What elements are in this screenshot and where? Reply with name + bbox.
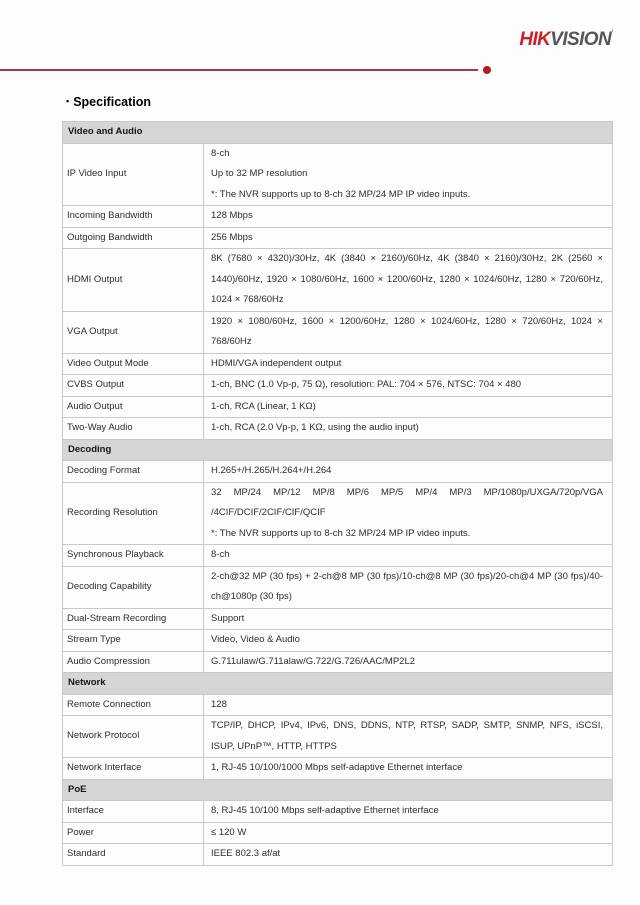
spec-label: CVBS Output: [63, 375, 204, 397]
spec-row: [63, 206, 613, 228]
hikvision-logo: [519, 28, 613, 51]
spec-row: [63, 801, 613, 823]
spec-value-line: 2-ch@32 MP (30 fps) + 2-ch@8 MP (30 fps)/10-ch@8 MP (30 fps)/20-ch@4 MP (30 fps)/40-ch@1080p (30 fps): [211, 570, 603, 602]
spec-value: [204, 630, 613, 652]
spec-row: [63, 143, 613, 206]
spec-row: [63, 822, 613, 844]
spec-value-line: *: The NVR supports up to 8-ch 32 MP/24 MP IP video inputs.: [211, 188, 471, 200]
spec-row: [63, 311, 613, 353]
spec-row: [63, 651, 613, 673]
spec-value-line: TCP/IP, DHCP, IPv4, IPv6, DNS, DDNS, NTP, RTSP, SADP, SMTP, SNMP, NFS, iSCSI, ISUP, UPnP™, HTTP, HTTPS: [211, 720, 603, 752]
spec-value-line: G.711ulaw/G.711alaw/G.722/G.726/AAC/MP2L2: [211, 655, 416, 667]
spec-label: Interface: [63, 801, 204, 823]
spec-value-line: 8-ch: [211, 147, 230, 159]
spec-value: [204, 461, 613, 483]
spec-value: [204, 545, 613, 567]
spec-value-line: 8K (7680 × 4320)/30Hz, 4K (3840 × 2160)/60Hz, 4K (3840 × 2160)/30Hz, 2K (2560 × 1440)/60Hz, 1920 × 1080/60Hz, 1600 × 1200/60Hz, 1280 × 1024/60Hz, 1280 × 720/60Hz, 1024 × 768/60Hz: [211, 253, 603, 305]
spec-value-line: 1-ch, RCA (2.0 Vp-p, 1 KΩ, using the audio input): [211, 422, 419, 433]
spec-label: HDMI Output: [63, 249, 204, 312]
spec-value-line: Up to 32 MP resolution: [211, 168, 308, 179]
spec-label: IP Video Input: [63, 143, 204, 206]
spec-label: Audio Compression: [63, 651, 204, 673]
spec-label: Synchronous Playback: [63, 545, 204, 567]
spec-label: Dual-Stream Recording: [63, 608, 204, 630]
spec-value: [204, 375, 613, 397]
spec-row: [63, 566, 613, 608]
spec-value: [204, 608, 613, 630]
spec-value: [204, 482, 613, 545]
spec-value: [204, 396, 613, 418]
spec-value: [204, 311, 613, 353]
page-title: [66, 95, 151, 109]
spec-value-line: 1-ch, BNC (1.0 Vp-p, 75 Ω), resolution: PAL: 704 × 576, NTSC: 704 × 480: [211, 379, 522, 390]
logo-hik-text: HIK: [519, 29, 551, 50]
section-header-label: Network: [63, 673, 613, 695]
spec-row: [63, 844, 613, 866]
spec-row: [63, 545, 613, 567]
spec-value: [204, 716, 613, 758]
spec-value-line: 256 Mbps: [211, 231, 253, 243]
section-header-row: [63, 673, 613, 695]
spec-value: [204, 844, 613, 866]
spec-value: [204, 353, 613, 375]
spec-row: [63, 227, 613, 249]
spec-value-line: Support: [211, 612, 245, 624]
spec-row: [63, 608, 613, 630]
logo-trademark-icon: ’: [611, 28, 613, 38]
spec-label: Decoding Capability: [63, 566, 204, 608]
title-bullet-icon: ▪: [66, 96, 70, 106]
spec-row: [63, 249, 613, 312]
spec-value: [204, 143, 613, 206]
section-header-label: Decoding: [63, 439, 613, 461]
spec-row: [63, 482, 613, 545]
spec-value: [204, 249, 613, 312]
spec-value: [204, 801, 613, 823]
page-title-text: Specification: [73, 95, 151, 109]
spec-value: [204, 694, 613, 716]
spec-label: Stream Type: [63, 630, 204, 652]
spec-value: [204, 758, 613, 780]
spec-label: Video Output Mode: [63, 353, 204, 375]
spec-label: Outgoing Bandwidth: [63, 227, 204, 249]
spec-value-line: H.265+/H.265/H.264+/H.264: [211, 465, 332, 476]
section-header-row: [63, 779, 613, 801]
spec-value-line: 32 MP/24 MP/12 MP/8 MP/6 MP/5 MP/4 MP/3 MP/1080p/UXGA/720p/VGA /4CIF/DCIF/2CIF/CIF/QCIF: [211, 486, 603, 518]
spec-label: Recording Resolution: [63, 482, 204, 545]
spec-value: [204, 822, 613, 844]
header-rule: [0, 69, 478, 71]
spec-row: [63, 758, 613, 780]
spec-label: Incoming Bandwidth: [63, 206, 204, 228]
spec-row: [63, 396, 613, 418]
spec-row: [63, 461, 613, 483]
spec-table-body: [63, 122, 613, 866]
spec-value: [204, 566, 613, 608]
spec-value-line: 128: [211, 698, 227, 710]
spec-value-line: 1-ch, RCA (Linear, 1 KΩ): [211, 400, 316, 412]
spec-row: [63, 694, 613, 716]
spec-value-line: 128 Mbps: [211, 210, 253, 221]
spec-label: Network Protocol: [63, 716, 204, 758]
spec-value-line: 8-ch: [211, 549, 230, 560]
spec-value: [204, 227, 613, 249]
logo-vision-text: VISION: [550, 29, 612, 50]
spec-value-line: 1, RJ-45 10/100/1000 Mbps self-adaptive Ethernet interface: [211, 762, 463, 773]
spec-row: [63, 418, 613, 440]
spec-row: [63, 353, 613, 375]
spec-label: Decoding Format: [63, 461, 204, 483]
spec-value-line: *: The NVR supports up to 8-ch 32 MP/24 MP IP video inputs.: [211, 527, 471, 539]
section-header-label: PoE: [63, 779, 613, 801]
section-header-label: Video and Audio: [63, 122, 613, 144]
header-rule-dot-icon: [483, 66, 491, 74]
section-header-row: [63, 122, 613, 144]
spec-row: [63, 375, 613, 397]
spec-label: Audio Output: [63, 396, 204, 418]
spec-value: [204, 206, 613, 228]
spec-value-line: ≤ 120 W: [211, 826, 247, 838]
spec-row: [63, 716, 613, 758]
spec-row: [63, 630, 613, 652]
spec-label: Power: [63, 822, 204, 844]
spec-table: [62, 121, 613, 866]
spec-label: Standard: [63, 844, 204, 866]
spec-label: Network Interface: [63, 758, 204, 780]
spec-label: VGA Output: [63, 311, 204, 353]
spec-value: [204, 651, 613, 673]
spec-value-line: 1920 × 1080/60Hz, 1600 × 1200/60Hz, 1280 × 1024/60Hz, 1280 × 720/60Hz, 1024 × 768/60Hz: [211, 315, 603, 347]
spec-label: Remote Connection: [63, 694, 204, 716]
spec-label: Two-Way Audio: [63, 418, 204, 440]
spec-value-line: IEEE 802.3 af/at: [211, 848, 281, 859]
section-header-row: [63, 439, 613, 461]
spec-value-line: HDMI/VGA independent output: [211, 357, 342, 369]
spec-value-line: 8, RJ-45 10/100 Mbps self-adaptive Ethernet interface: [211, 805, 439, 816]
spec-value-line: Video, Video & Audio: [211, 634, 300, 645]
spec-value: [204, 418, 613, 440]
